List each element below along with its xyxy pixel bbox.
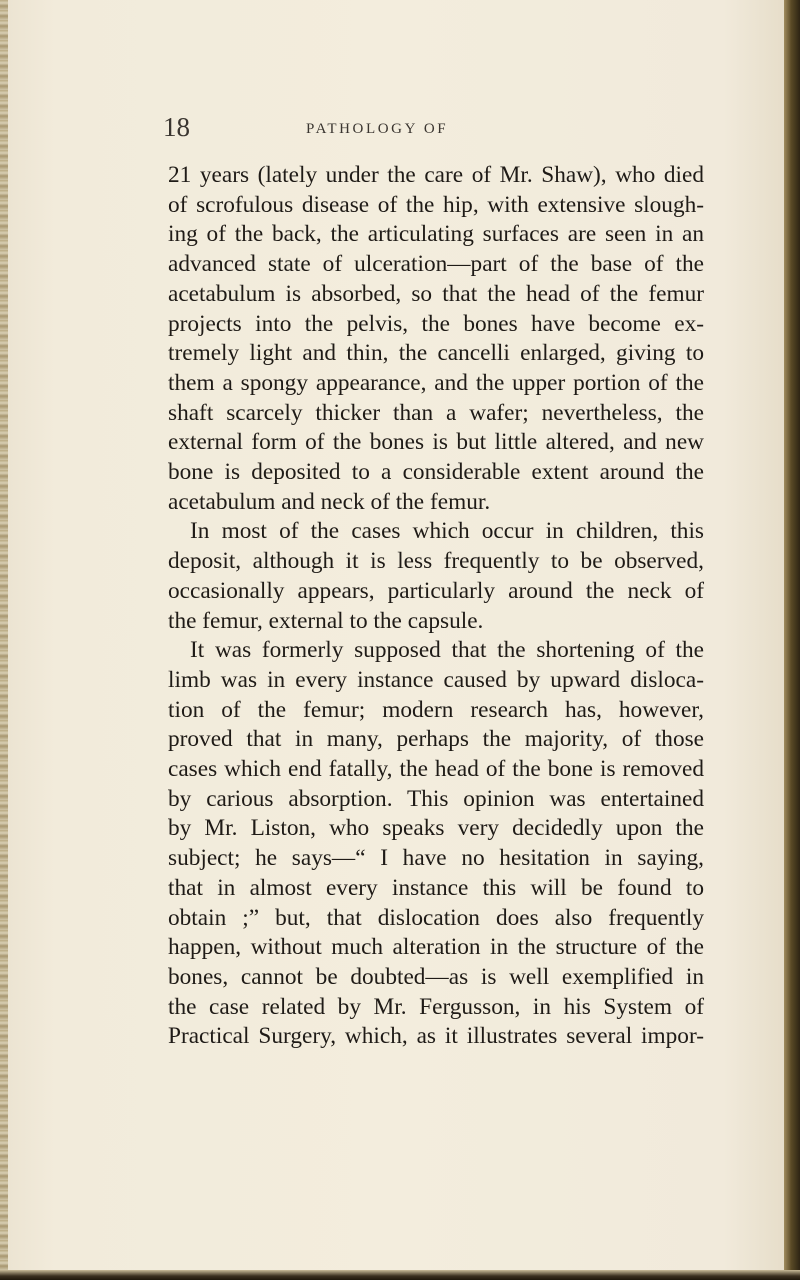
- text-line: In most of the cases which occur in children, this: [190, 518, 704, 545]
- text-line: projects into the pelvis, the bones have become ex-: [168, 310, 704, 337]
- text-line: external form of the bones is but little altered, and new: [168, 429, 704, 456]
- text-line: advanced state of ulceration—part of the base of the: [168, 251, 704, 278]
- page-number: 18: [163, 112, 190, 142]
- body-text: [168, 161, 704, 1052]
- text-line: subject; he says—“ I have no hesitation in saying,: [168, 845, 704, 872]
- text-line: shaft scarcely thicker than a wafer; nevertheless, the: [168, 399, 704, 426]
- text-line: deposit, although it is less frequently to be observed,: [168, 548, 704, 575]
- text-line: cases which end fatally, the head of the bone is removed: [168, 756, 704, 783]
- text-line: by Mr. Liston, who speaks very decidedly upon the: [168, 815, 704, 842]
- text-line: occasionally appears, particularly around the neck of: [168, 577, 704, 604]
- text-line: It was formerly supposed that the shortening of the: [190, 637, 704, 664]
- text-line: the case related by Mr. Fergusson, in his System of: [168, 993, 704, 1020]
- running-head: PATHOLOGY OF: [306, 121, 449, 137]
- text-line: acetabulum is absorbed, so that the head of the femur: [168, 280, 704, 307]
- text-line: by carious absorption. This opinion was entertained: [168, 785, 704, 812]
- text-line: limb was in every instance caused by upward disloca-: [168, 666, 704, 693]
- text-line: acetabulum and neck of the femur.: [168, 488, 491, 515]
- text-line: ing of the back, the articulating surfaces are seen in an: [168, 221, 704, 248]
- text-line: happen, without much alteration in the structure of the: [168, 934, 704, 961]
- text-line: them a spongy appearance, and the upper portion of the: [168, 369, 704, 396]
- text-line: proved that in many, perhaps the majority, of those: [168, 726, 704, 753]
- page-right-edge: [784, 0, 800, 1280]
- text-line: that in almost every instance this will be found to: [168, 874, 704, 901]
- page-left-edge: [0, 0, 8, 1280]
- text-line: bones, cannot be doubted—as is well exemplified in: [168, 963, 704, 990]
- page-bottom-edge: [0, 1270, 800, 1280]
- text-line: Practical Surgery, which, as it illustrates several impor-: [168, 1023, 704, 1050]
- text-line: bone is deposited to a considerable extent around the: [168, 459, 704, 486]
- text-line: obtain ;” but, that dislocation does also frequently: [168, 904, 704, 931]
- text-line: of scrofulous disease of the hip, with extensive slough-: [168, 191, 704, 218]
- text-line: the femur, external to the capsule.: [168, 607, 484, 634]
- text-line: 21 years (lately under the care of Mr. Shaw), who died: [168, 162, 704, 188]
- text-line: tion of the femur; modern research has, however,: [168, 696, 704, 723]
- text-line: tremely light and thin, the cancelli enlarged, giving to: [168, 340, 704, 367]
